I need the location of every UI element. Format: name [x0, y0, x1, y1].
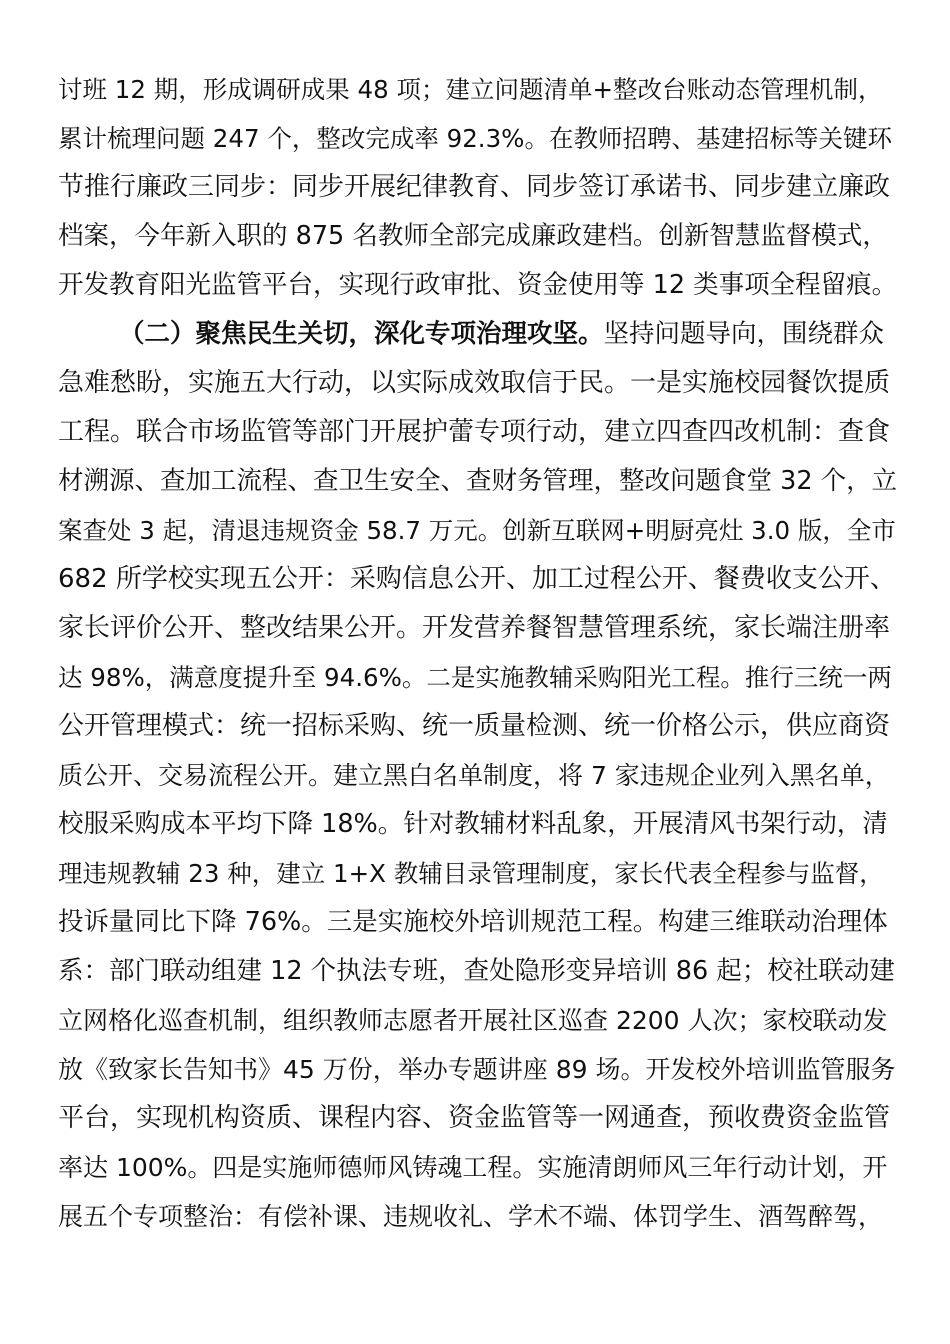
- section-heading: （二）聚焦民生关切，深化专项治理攻坚。: [119, 319, 604, 349]
- text-line: 工程。联合市场监管等部门开展护蕾专项行动，建立四查四改机制：查食: [58, 417, 891, 447]
- text-line: 开发教育阳光监管平台，实现行政审批、资金使用等 12 类事项全程留痕。: [58, 270, 898, 300]
- text-line: 理违规教辅 23 种，建立 1+X 教辅目录管理制度，家长代表全程参与监督，: [58, 859, 884, 888]
- text-line: 投诉量同比下降 76%。三是实施校外培训规范工程。构建三维联动治理体: [58, 907, 888, 937]
- text-line: 家长评价公开、整改结果公开。开发营养餐智慧管理系统，家长端注册率: [58, 613, 891, 643]
- text-line: 节推行廉政三同步：同步开展纪律教育、同步签订承诺书、同步建立廉政: [58, 172, 891, 202]
- section-heading-rest: 坚持问题导向，围绕群众: [603, 319, 885, 349]
- text-line: 急难愁盼，实施五大行动，以实际成效取信于民。一是实施校园餐饮提质: [58, 368, 891, 398]
- text-line: 档案，今年新入职的 875 名教师全部完成廉政建档。创新智慧监督模式，: [58, 221, 888, 251]
- text-line: 质公开、交易流程公开。建立黑白名单制度，将 7 家违规企业列入黑名单，: [58, 761, 890, 790]
- text-line: 率达 100%。四是实施师德师风铸魂工程。实施清朗师风三年行动计划，开: [58, 1153, 888, 1182]
- text-line: 立网格化巡查机制，组织教师志愿者开展社区巡查 2200 人次；家校联动发: [58, 1006, 888, 1035]
- text-line: 放《致家长告知书》45 万份，举办专题讲座 89 场。开发校外培训监管服务: [58, 1055, 896, 1084]
- text-line: 讨班 12 期，形成调研成果 48 项；建立问题清单+整改台账动态管理机制，: [58, 75, 883, 104]
- text-line: 案查处 3 起，清退违规资金 58.7 万元。创新互联网+明厨亮灶 3.0 版，全市: [58, 516, 896, 545]
- text-line: 平台，实现机构资质、课程内容、资金监管等一网通查，预收费资金监管: [58, 1103, 891, 1133]
- text-line: 682 所学校实现五公开：采购信息公开、加工过程公开、餐费收支公开、: [58, 564, 896, 594]
- text-line: 系：部门联动组建 12 个执法专班，查处隐形变异培训 86 起；校社联动建: [58, 956, 895, 986]
- section-heading-line: [119, 310, 898, 359]
- text-line: 展五个专项整治：有偿补课、违规收礼、学术不端、体罚学生、酒驾醉驾，: [58, 1202, 884, 1231]
- text-line: 累计梳理问题 247 个，整改完成率 92.3%。在教师招聘、基建招标等关键环: [58, 124, 892, 153]
- text-line: 校服采购成本平均下降 18%。针对教辅材料乱象，开展清风书架行动，清: [58, 809, 888, 839]
- text-line: 达 98%，满意度提升至 94.6%。二是实施教辅采购阳光工程。推行三统一两: [58, 663, 892, 692]
- text-line: 材溯源、查加工流程、查卫生安全、查财务管理，整改问题食堂 32 个，立: [58, 466, 898, 496]
- text-line: 公开管理模式：统一招标采购、统一质量检测、统一价格公示，供应商资: [58, 711, 891, 741]
